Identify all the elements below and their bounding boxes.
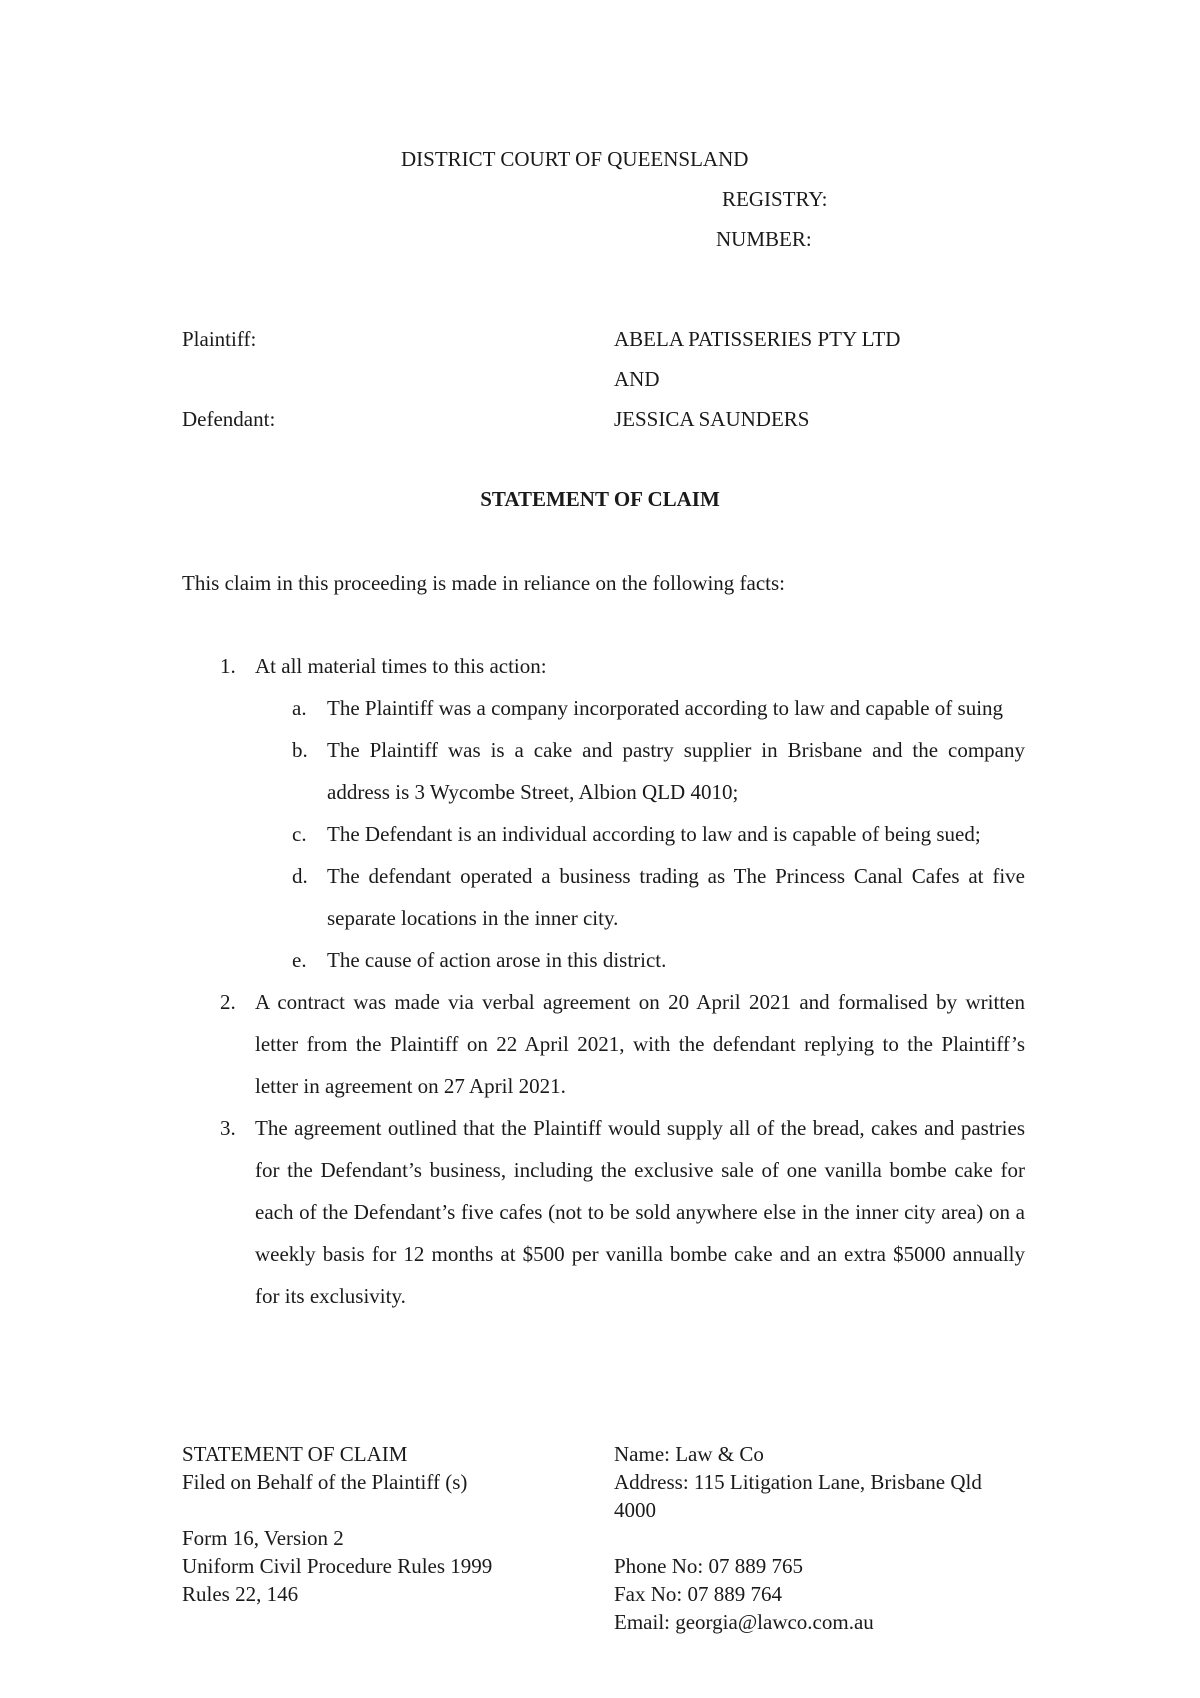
fact-item-3 (182, 1107, 1025, 1317)
facts-list (182, 645, 1025, 1317)
fact-number: 1. (220, 654, 236, 678)
document-title: STATEMENT OF CLAIM (480, 487, 720, 511)
sub-fact-b (182, 729, 1025, 813)
sub-fact-letter: c. (292, 822, 307, 846)
sub-fact-text: The Plaintiff was a company incorporated according to law and capable of suing (327, 696, 1004, 720)
sub-fact-d (182, 855, 1025, 939)
footer-phone: Phone No: 07 889 765 (614, 1554, 803, 1578)
sub-fact-text: The Plaintiff was is a cake and pastry supplier in Brisbane and the company address is 3 Wycombe Street, Albion QLD 4010; (327, 738, 1025, 804)
intro-statement: This claim in this proceeding is made in reliance on the following facts: (182, 571, 786, 595)
defendant-label: Defendant: (182, 407, 276, 431)
fact-item-1 (182, 645, 1025, 687)
registry-label: REGISTRY: (722, 187, 828, 211)
fact-number: 3. (220, 1116, 236, 1140)
sub-fact-letter: d. (292, 864, 308, 888)
sub-fact-letter: e. (292, 948, 307, 972)
footer-firm-name: Name: Law & Co (614, 1442, 764, 1466)
and-connector: AND (614, 367, 660, 391)
sub-fact-a (182, 687, 1025, 729)
plaintiff-name: ABELA PATISSERIES PTY LTD (614, 327, 901, 351)
fact-number: 2. (220, 990, 236, 1014)
sub-fact-c (182, 813, 1025, 855)
fact-item-2 (182, 981, 1025, 1107)
fact-text: A contract was made via verbal agreement on 20 April 2021 and formalised by written letter from the Plaintiff on 22 April 2021, with the defendant replying to the Plaintiff’s letter in agreement on 27 April 2021. (255, 990, 1025, 1098)
sub-fact-letter: b. (292, 738, 308, 762)
court-name: DISTRICT COURT OF QUEENSLAND (401, 147, 749, 171)
plaintiff-label: Plaintiff: (182, 327, 257, 351)
defendant-name: JESSICA SAUNDERS (614, 407, 810, 431)
footer-form: Form 16, Version 2 (182, 1526, 344, 1550)
sub-fact-letter: a. (292, 696, 307, 720)
number-label: NUMBER: (716, 227, 812, 251)
footer-rules-title: Uniform Civil Procedure Rules 1999 (182, 1554, 493, 1578)
footer-fax: Fax No: 07 889 764 (614, 1582, 782, 1606)
footer-address: Address: 115 Litigation Lane, Brisbane Qld 4000 (614, 1470, 982, 1522)
sub-fact-text: The Defendant is an individual according to law and is capable of being sued; (327, 822, 981, 846)
fact-text: At all material times to this action: (255, 654, 547, 678)
sub-fact-e (182, 939, 1025, 981)
footer-filing-info (182, 1440, 492, 1608)
footer-email: Email: georgia@lawco.com.au (614, 1610, 874, 1634)
footer-filed-on-behalf: Filed on Behalf of the Plaintiff (s) (182, 1470, 468, 1494)
footer-rules: Rules 22, 146 (182, 1582, 299, 1606)
sub-fact-text: The cause of action arose in this district. (327, 948, 667, 972)
footer-doc-title: STATEMENT OF CLAIM (182, 1442, 408, 1466)
fact-text: The agreement outlined that the Plaintiff would supply all of the bread, cakes and pastries for the Defendant’s business, including the exclusive sale of one vanilla bombe cake for each of the Defendant’s five cafes (not to be sold anywhere else in the inner city area) on a weekly basis for 12 months at $500 per vanilla bombe cake and an extra $5000 annually for its exclusivity. (255, 1116, 1025, 1308)
footer-contact-info (614, 1440, 1014, 1636)
sub-fact-text: The defendant operated a business trading as The Princess Canal Cafes at five separate locations in the inner city. (327, 864, 1025, 930)
